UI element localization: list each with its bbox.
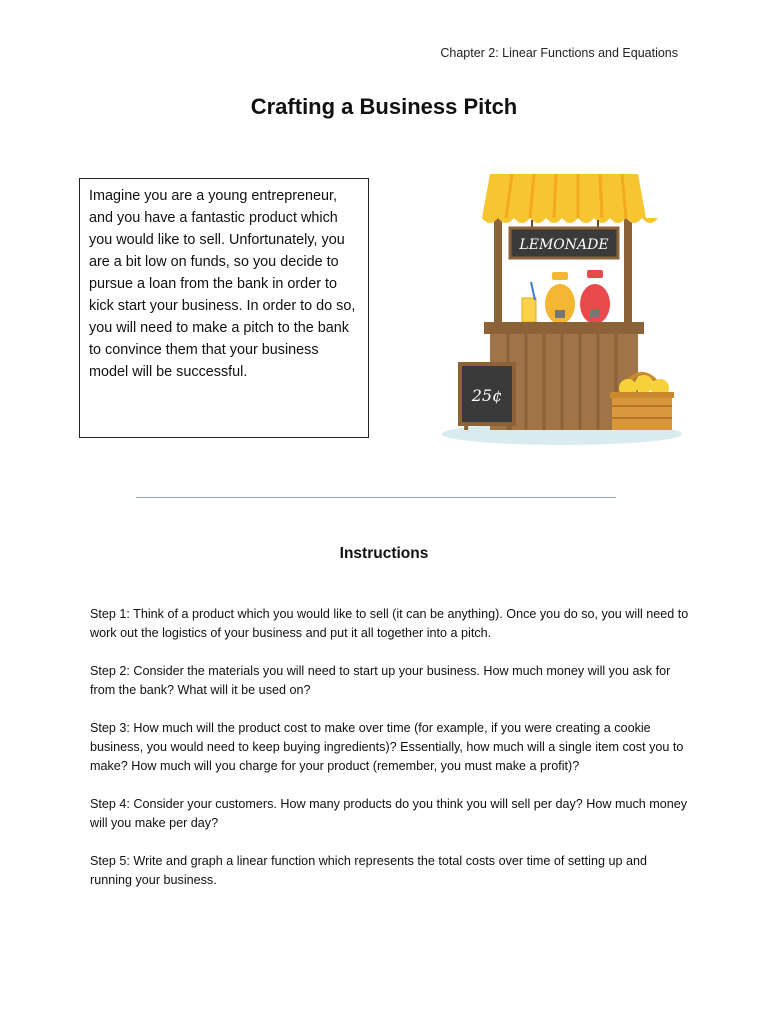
- counter-top: [484, 322, 644, 334]
- lemonade-glass: [522, 298, 536, 322]
- stand-post-right: [624, 208, 632, 328]
- step-1: Step 1: Think of a product which you would like to sell (it can be anything). Once you do so, you will need to work out the logistics of your business and put it all together into a pitch.: [90, 607, 689, 640]
- chapter-header: Chapter 2: Linear Functions and Equations: [440, 46, 678, 60]
- lemonade-stand-illustration: [432, 160, 702, 460]
- step-4: Step 4: Consider your customers. How many products do you think you will sell per day? How much money will you make per day?: [90, 797, 688, 830]
- basket: [612, 394, 672, 430]
- step-2: Step 2: Consider the materials you will need to start up your business. How much money will you ask for from the bank? What will it be used on?: [90, 664, 671, 697]
- lemonade-sign-text: LEMONADE: [519, 237, 609, 253]
- intro-text-box: Imagine you are a young entrepreneur, and you have a fantastic product which you would like to sell. Unfortunately, you are a bit low on funds, so you decide to pursue a loan from the bank in order to kick start your business. In order to do so, you will need to make a pitch to the bank to convince them that your business model will be successful.: [79, 178, 369, 438]
- step-5: Step 5: Write and graph a linear function which represents the total costs over time of setting up and running your business.: [90, 854, 648, 887]
- section-divider: [136, 497, 616, 498]
- price-text: 25¢: [471, 386, 503, 405]
- instructions-list: [90, 605, 690, 909]
- awning-scallops: [482, 218, 658, 223]
- stand-post-left: [494, 208, 502, 328]
- instructions-heading: Instructions: [339, 545, 429, 562]
- step-3: Step 3: How much will the product cost to make over time (for example, if you were creating a cookie business, you would need to keep buying ingredients)? Essentially, how much will a single item cost you to make? How much will you charge for your product (remember, you must make a profit)?: [90, 721, 684, 773]
- page-title: Crafting a Business Pitch: [250, 94, 518, 119]
